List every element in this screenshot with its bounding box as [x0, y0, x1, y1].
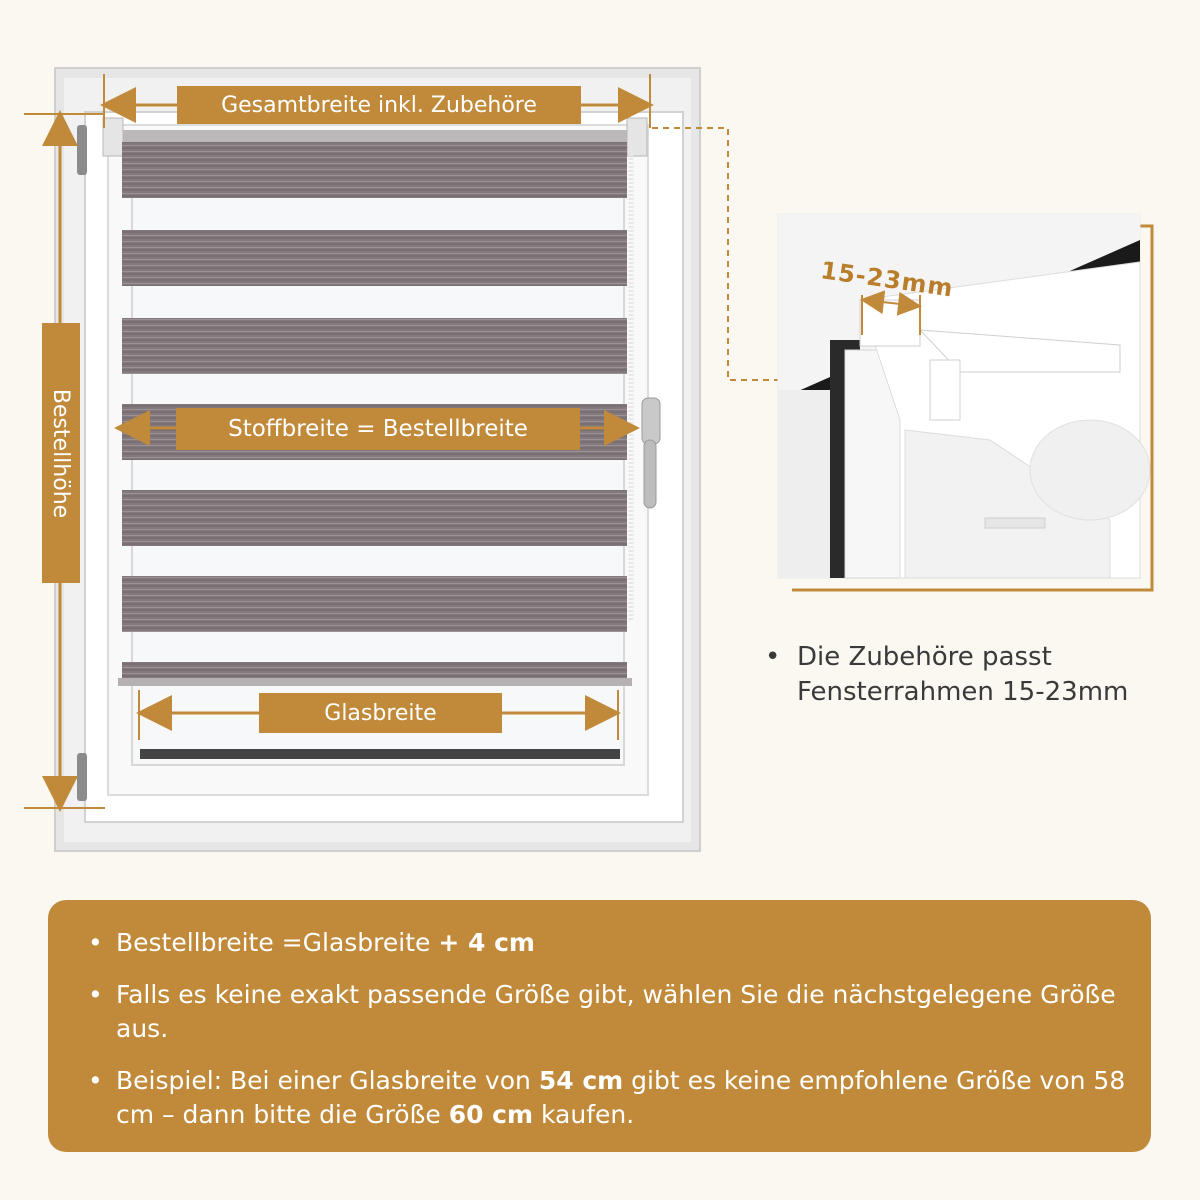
side-note-line2: Fensterrahmen 15-23mm	[797, 677, 1129, 707]
frame-range-label: 15-23mm	[818, 256, 956, 303]
fabric-stripe	[122, 142, 627, 198]
hinge-top	[77, 125, 87, 175]
info-item3-e: kaufen.	[533, 1100, 635, 1129]
glass-width-label: Glasbreite	[259, 693, 502, 733]
info-box	[48, 900, 1151, 1152]
info-item3-c: gibt es keine empfohlene Größe von 58 cm – dann bitte die Größe	[116, 1066, 1126, 1129]
bullet: •	[88, 928, 103, 957]
fabric-stripe	[122, 490, 627, 546]
order-height-label: Bestellhöhe	[48, 388, 74, 518]
side-note-line1: Die Zubehöre passt	[797, 642, 1052, 672]
info-item	[88, 978, 1131, 1046]
bottom-rail	[118, 678, 632, 686]
side-note	[765, 640, 1185, 710]
glass-bottom-bar	[140, 749, 620, 759]
order-height-tag	[42, 323, 80, 583]
fabric-stripe	[122, 230, 627, 286]
fabric-width-label: Stoffbreite = Bestellbreite	[176, 408, 580, 450]
fabric-stripe	[122, 576, 627, 632]
bullet: •	[765, 642, 781, 672]
bracket-left	[103, 118, 123, 156]
info-item3-b: 54 cm	[538, 1066, 624, 1095]
hinge-bottom	[77, 753, 87, 801]
info-item	[88, 926, 1131, 960]
info-item3-d: 60 cm	[448, 1100, 534, 1129]
total-width-label: Gesamtbreite inkl. Zubehöre	[177, 86, 581, 124]
info-list	[48, 900, 1151, 1132]
bullet: •	[88, 1066, 103, 1095]
info-item3-a: Beispiel: Bei einer Glasbreite von	[116, 1066, 539, 1095]
info-item2-text: Falls es keine exakt passende Größe gibt, wählen Sie die nächstgelegene Größe aus.	[116, 980, 1116, 1043]
info-item	[88, 1064, 1131, 1132]
fabric-stripe	[122, 318, 627, 374]
bullet: •	[88, 980, 103, 1009]
info-item1-bold: + 4 cm	[438, 928, 535, 957]
info-item1-text: Bestellbreite =Glasbreite	[116, 928, 439, 957]
